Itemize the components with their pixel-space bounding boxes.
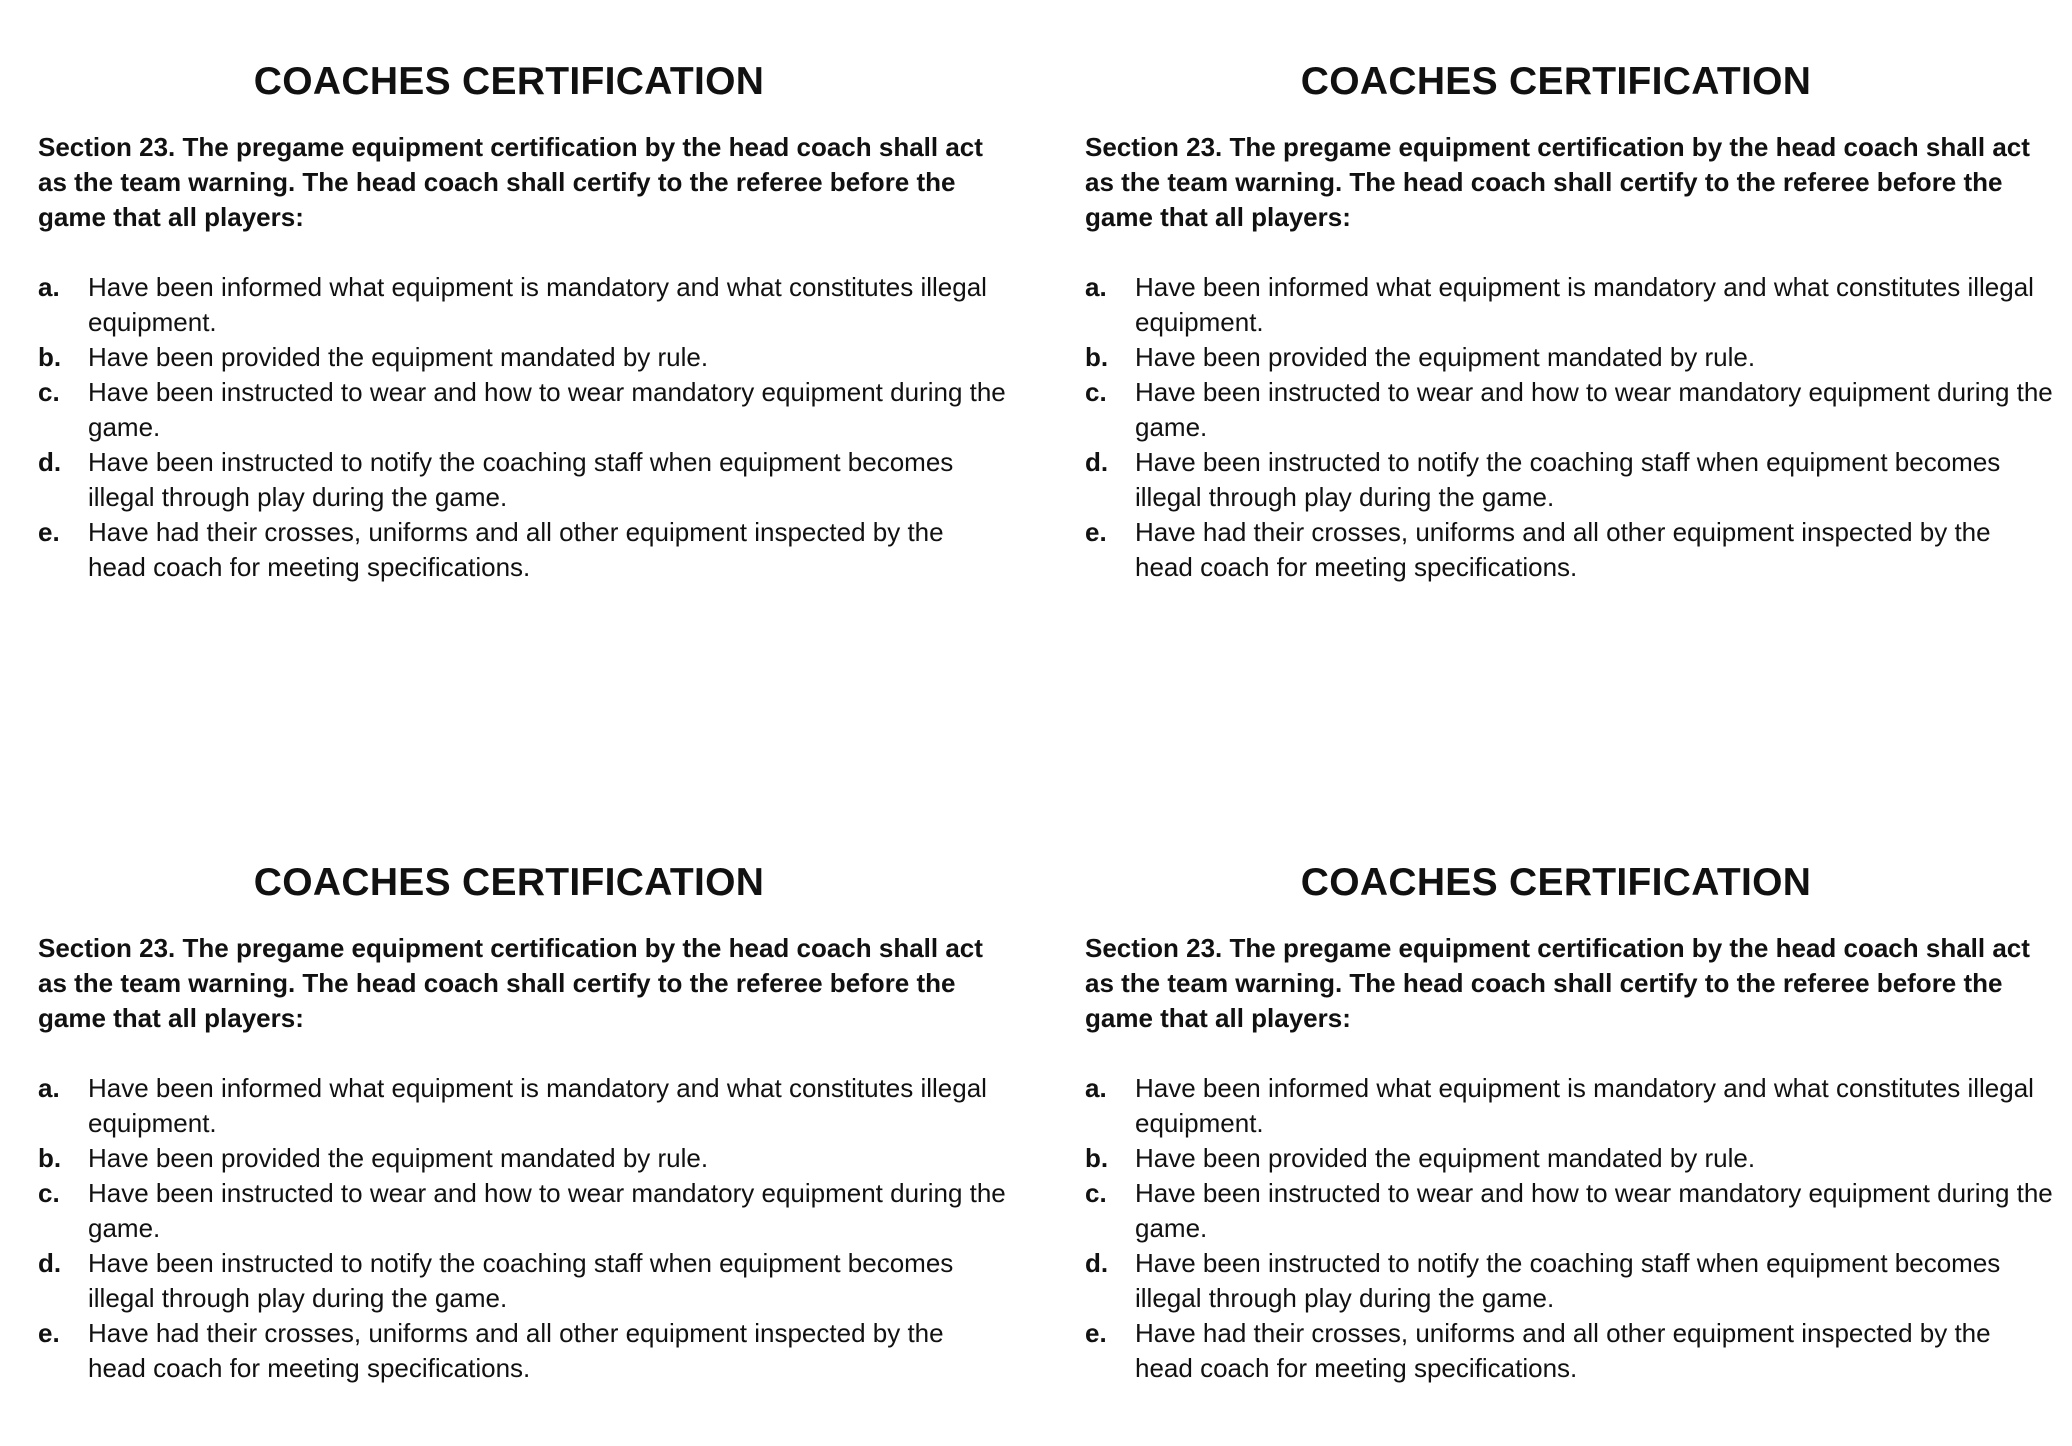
list-marker: b. <box>1085 342 1109 372</box>
card-title: COACHES CERTIFICATION <box>253 60 765 103</box>
list-item-text: Have been provided the equipment mandated by rule. <box>1135 1143 1756 1173</box>
list-item-text: Have been instructed to notify the coaching staff when equipment becomes illegal through play during the game. <box>1135 1248 2001 1313</box>
list-item-text: Have been instructed to wear and how to wear mandatory equipment during the game. <box>88 377 1006 442</box>
card-title: COACHES CERTIFICATION <box>1300 861 1812 904</box>
list-item <box>38 270 1018 340</box>
list-item <box>38 515 1018 585</box>
list-item-text: Have been instructed to notify the coaching staff when equipment becomes illegal through play during the game. <box>88 447 954 512</box>
certification-card <box>1085 849 2072 1386</box>
section-intro: Section 23. The pregame equipment certification by the head coach shall act as the team warning. The head coach shall certify to the referee before the game that all players: <box>1085 132 2030 232</box>
list-item <box>1085 1176 2065 1246</box>
list-marker: e. <box>38 1318 60 1348</box>
certification-card <box>1085 48 2072 585</box>
list-marker: a. <box>1085 272 1107 302</box>
list-marker: a. <box>38 272 60 302</box>
requirements-list <box>38 1071 1018 1386</box>
list-item <box>38 340 1018 375</box>
list-item-text: Have had their crosses, uniforms and all other equipment inspected by the head coach for meeting specifications. <box>1135 517 1991 582</box>
list-marker: c. <box>38 377 60 407</box>
list-marker: e. <box>38 517 60 547</box>
card-title: COACHES CERTIFICATION <box>253 861 765 904</box>
list-item <box>1085 1141 2065 1176</box>
list-item <box>1085 515 2065 585</box>
list-item-text: Have been provided the equipment mandated by rule. <box>1135 342 1756 372</box>
list-item <box>38 1071 1018 1141</box>
list-item-text: Have been provided the equipment mandated by rule. <box>88 1143 709 1173</box>
list-item <box>38 445 1018 515</box>
list-item <box>38 1176 1018 1246</box>
list-marker: e. <box>1085 517 1107 547</box>
list-item-text: Have been informed what equipment is mandatory and what constitutes illegal equipment. <box>1135 272 2034 337</box>
list-marker: b. <box>38 1143 62 1173</box>
certification-card <box>38 849 1038 1386</box>
list-marker: e. <box>1085 1318 1107 1348</box>
list-marker: d. <box>1085 1248 1109 1278</box>
list-item <box>38 375 1018 445</box>
list-item <box>38 1141 1018 1176</box>
list-item-text: Have been informed what equipment is mandatory and what constitutes illegal equipment. <box>88 272 987 337</box>
list-item-text: Have been informed what equipment is mandatory and what constitutes illegal equipment. <box>1135 1073 2034 1138</box>
list-item-text: Have been instructed to notify the coaching staff when equipment becomes illegal through play during the game. <box>1135 447 2001 512</box>
list-marker: d. <box>1085 447 1109 477</box>
list-marker: b. <box>38 342 62 372</box>
list-item <box>1085 1071 2065 1141</box>
list-marker: c. <box>1085 1178 1107 1208</box>
list-item-text: Have had their crosses, uniforms and all other equipment inspected by the head coach for meeting specifications. <box>1135 1318 1991 1383</box>
list-item-text: Have had their crosses, uniforms and all other equipment inspected by the head coach for meeting specifications. <box>88 1318 944 1383</box>
list-item-text: Have been provided the equipment mandated by rule. <box>88 342 709 372</box>
list-marker: a. <box>1085 1073 1107 1103</box>
card-title: COACHES CERTIFICATION <box>1300 60 1812 103</box>
section-intro: Section 23. The pregame equipment certification by the head coach shall act as the team warning. The head coach shall certify to the referee before the game that all players: <box>1085 933 2030 1033</box>
list-item <box>1085 1246 2065 1316</box>
list-marker: c. <box>38 1178 60 1208</box>
list-item <box>38 1316 1018 1386</box>
list-item-text: Have had their crosses, uniforms and all other equipment inspected by the head coach for meeting specifications. <box>88 517 944 582</box>
list-item <box>38 1246 1018 1316</box>
list-marker: b. <box>1085 1143 1109 1173</box>
list-item <box>1085 445 2065 515</box>
list-item <box>1085 1316 2065 1386</box>
list-marker: c. <box>1085 377 1107 407</box>
requirements-list <box>38 270 1018 585</box>
list-item-text: Have been instructed to notify the coaching staff when equipment becomes illegal through play during the game. <box>88 1248 954 1313</box>
list-item-text: Have been informed what equipment is mandatory and what constitutes illegal equipment. <box>88 1073 987 1138</box>
list-marker: a. <box>38 1073 60 1103</box>
list-item-text: Have been instructed to wear and how to wear mandatory equipment during the game. <box>1135 377 2053 442</box>
list-item <box>1085 375 2065 445</box>
list-item <box>1085 270 2065 340</box>
list-item <box>1085 340 2065 375</box>
list-marker: d. <box>38 447 62 477</box>
section-intro: Section 23. The pregame equipment certification by the head coach shall act as the team warning. The head coach shall certify to the referee before the game that all players: <box>38 132 983 232</box>
list-item-text: Have been instructed to wear and how to wear mandatory equipment during the game. <box>88 1178 1006 1243</box>
section-intro: Section 23. The pregame equipment certification by the head coach shall act as the team warning. The head coach shall certify to the referee before the game that all players: <box>38 933 983 1033</box>
list-marker: d. <box>38 1248 62 1278</box>
requirements-list <box>1085 270 2065 585</box>
requirements-list <box>1085 1071 2065 1386</box>
certification-card <box>38 48 1038 585</box>
list-item-text: Have been instructed to wear and how to wear mandatory equipment during the game. <box>1135 1178 2053 1243</box>
